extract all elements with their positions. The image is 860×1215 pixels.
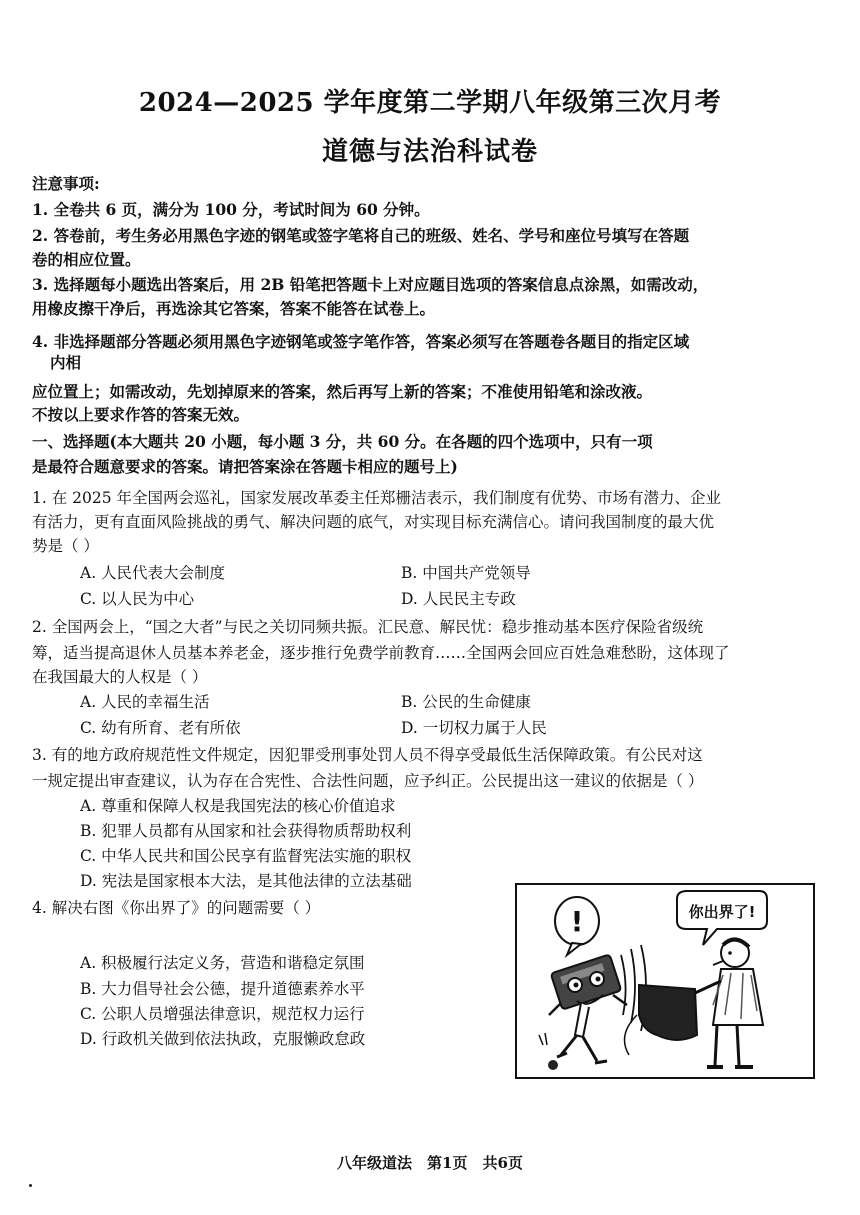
note-2-line1: 2. 答卷前，考生务必用黑色字迹的钢笔或签字笔将自己的班级、姓名、学号和座位号填写在答题 xyxy=(32,226,690,245)
note-4-line1: 4. 非选择题部分答题必须用黑色字迹钢笔或签字笔作答，答案必须写在答题卷各题目的指定区域 xyxy=(32,332,690,351)
page-footer: 八年级道法 第1页 共6页 xyxy=(337,1154,523,1172)
q1-option-d: D. 人民民主专政 xyxy=(401,590,516,608)
exclaim-text: ! xyxy=(570,905,584,938)
speech-text: 你出界了! xyxy=(688,903,756,921)
notes-heading: 注意事项: xyxy=(32,174,100,193)
q1-stem-line3: 势是（ ） xyxy=(32,537,99,555)
q2-stem-line2: 筹，适当提高退休人员基本养老金，逐步推行免费学前教育……全国两会回应百姓急难愁盼，这体现了 xyxy=(32,644,730,662)
q2-option-b: B. 公民的生命健康 xyxy=(401,693,531,711)
q2-option-c: C. 幼有所育、老有所依 xyxy=(80,719,241,737)
q4-option-a: A. 积极履行法定义务，营造和谐稳定氛围 xyxy=(80,954,365,972)
note-1: 1. 全卷共 6 页，满分为 100 分，考试时间为 60 分钟。 xyxy=(32,200,430,219)
exam-title: 2024—2025 学年度第二学期八年级第三次月考 xyxy=(138,88,722,118)
note-3-line1: 3. 选择题每小题选出答案后，用 2B 铅笔把答题卡上对应题目选项的答案信息点涂黑，如需改动， xyxy=(32,275,709,294)
cloth xyxy=(639,985,697,1040)
section-heading-line1: 一、选择题(本大题共 20 小题，每小题 3 分，共 60 分。在各题的四个选项中，只有一项 xyxy=(32,432,653,451)
q1-option-a: A. 人民代表大会制度 xyxy=(80,564,226,582)
q2-stem-line1: 2. 全国两会上，“国之大者”与民之关切同频共振。汇民意、解民忧：稳步推动基本医疗保险省级统 xyxy=(32,618,704,636)
section-heading-line2: 是最符合题意要求的答案。请把答案涂在答题卡相应的题号上) xyxy=(32,457,458,476)
q4-stem-line1: 4. 解决右图《你出界了》的问题需要（ ） xyxy=(32,899,321,917)
q1-stem-line1: 1. 在 2025 年全国两会巡礼，国家发展改革委主任郑栅洁表示，我们制度有优势、市场有潜力、企业 xyxy=(32,489,722,507)
q2-stem-line3: 在我国最大的人权是（ ） xyxy=(32,668,208,686)
exam-subject-title: 道德与法治科试卷 xyxy=(321,137,538,167)
q3-stem-line2: 一规定提出审查建议，认为存在合宪性、合法性问题，应予纠正。公民提出这一建议的依据是（ ） xyxy=(32,772,704,790)
q4-option-c: C. 公职人员增强法律意识，规范权力运行 xyxy=(80,1005,365,1023)
q2-option-a: A. 人民的幸福生活 xyxy=(80,693,210,711)
q3-option-b: B. 犯罪人员都有从国家和社会获得物质帮助权利 xyxy=(80,822,412,840)
note-4-line3: 应位置上；如需改动，先划掉原来的答案，然后再写上新的答案；不准使用铅笔和涂改液。 xyxy=(32,382,653,401)
q3-option-d: D. 宪法是国家根本大法，是其他法律的立法基础 xyxy=(80,872,412,890)
note-3-line2: 用橡皮擦干净后，再选涂其它答案，答案不能答在试卷上。 xyxy=(32,299,436,318)
q4-option-b: B. 大力倡导社会公德，提升道德素养水平 xyxy=(80,980,365,998)
q1-option-c: C. 以人民为中心 xyxy=(80,590,195,608)
q3-option-a: A. 尊重和保障人权是我国宪法的核心价值追求 xyxy=(80,797,396,815)
q1-stem-line2: 有活力，更有直面风险挑战的勇气、解决问题的底气，对实现目标充满信心。请问我国制度的最大优 xyxy=(32,513,715,531)
note-4-line2: 内相 xyxy=(50,353,82,372)
note-4-line4: 不按以上要求作答的答案无效。 xyxy=(32,405,250,424)
scan-dot xyxy=(29,1184,32,1187)
q3-stem-line1: 3. 有的地方政府规范性文件规定，因犯罪受刑事处罚人员不得享受最低生活保障政策。有公民对这 xyxy=(32,746,703,764)
cartoon-illustration xyxy=(515,883,815,1079)
cartoon-drawing xyxy=(517,885,813,1077)
q3-option-c: C. 中华人民共和国公民享有监督宪法实施的职权 xyxy=(80,847,412,865)
q2-option-d: D. 一切权力属于人民 xyxy=(401,719,547,737)
note-2-line2: 卷的相应位置。 xyxy=(32,250,141,269)
q1-option-b: B. 中国共产党领导 xyxy=(401,564,531,582)
q4-option-d: D. 行政机关做到依法执政，克服懒政怠政 xyxy=(80,1030,366,1048)
